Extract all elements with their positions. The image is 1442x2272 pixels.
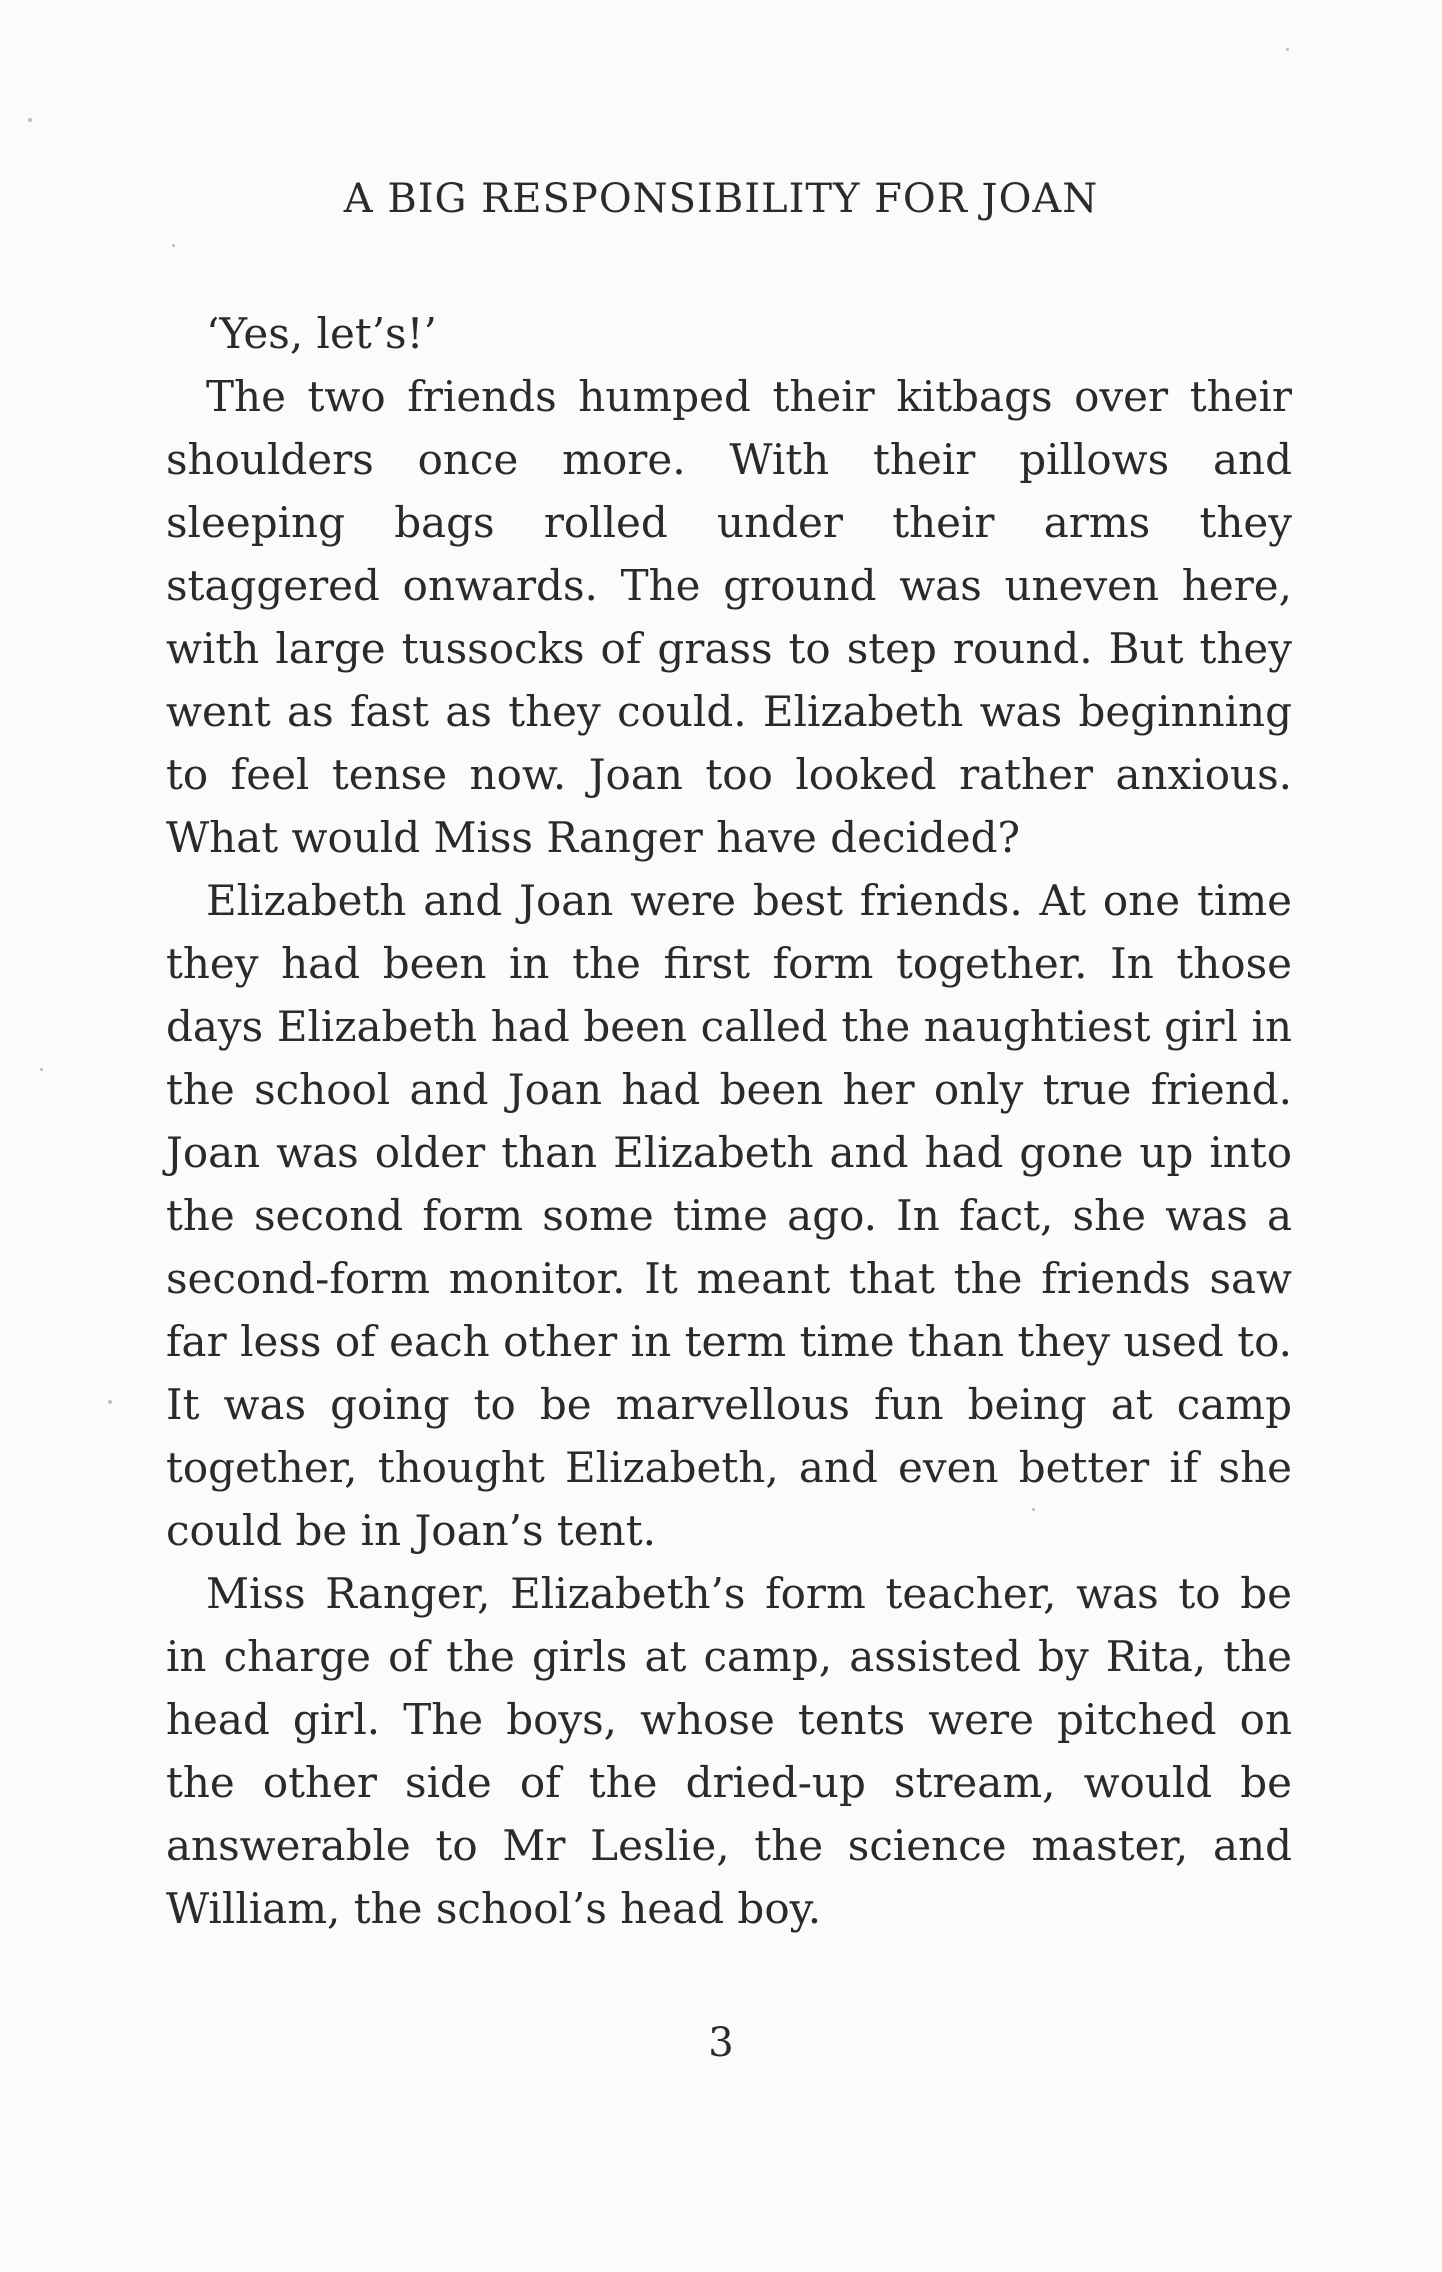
paper-speck xyxy=(172,244,175,247)
body-text xyxy=(166,302,1292,1940)
paper-speck xyxy=(40,1068,43,1071)
paragraph-1: ‘Yes, let’s!’ xyxy=(206,309,437,358)
chapter-heading: A BIG RESPONSIBILITY FOR JOAN xyxy=(343,176,1099,222)
paper-speck xyxy=(1286,48,1289,51)
paragraph-2: The two friends humped their kitbags over their shoulders once more. With their pillows and sleeping bags rolled under their arms they staggered onwards. The ground was uneven here, with large tussocks of grass to step round. But they went as fast as they could. Elizabeth was beginning to feel tense now. Joan too looked rather anxious. What would Miss Ranger have decided? xyxy=(166,372,1292,862)
paper-speck xyxy=(108,1400,112,1404)
paper-speck xyxy=(1032,1508,1035,1511)
paper-speck xyxy=(28,118,32,122)
paragraph-3: Elizabeth and Joan were best friends. At one time they had been in the first form together. In those days Elizabeth had been called the naughtiest girl in the school and Joan had been her only true friend. Joan was older than Elizabeth and had gone up into the second form some time ago. In fact, she was a second-form monitor. It meant that the friends saw far less of each other in term time than they used to. It was going to be marvellous fun being at camp together, thought Elizabeth, and even better if she could be in Joan’s tent. xyxy=(166,876,1292,1555)
page-number: 3 xyxy=(708,2020,734,2066)
paragraph-4: Miss Ranger, Elizabeth’s form teacher, was to be in charge of the girls at camp, assisted by Rita, the head girl. The boys, whose tents were pitched on the other side of the dried-up stream, would be answerable to Mr Leslie, the science master, and William, the school’s head boy. xyxy=(166,1569,1292,1933)
